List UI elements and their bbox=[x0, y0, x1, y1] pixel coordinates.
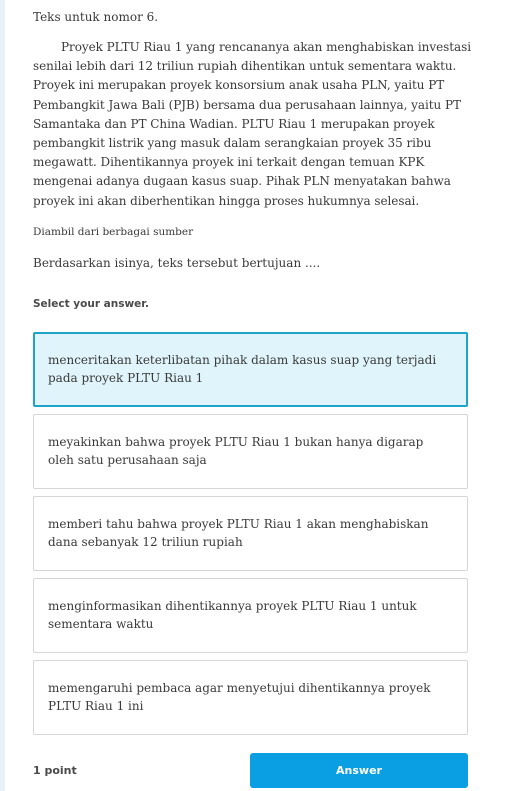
answer-option-c[interactable]: memberi tahu bahwa proyek PLTU Riau 1 akan menghabiskan dana sebanyak 12 triliun rupiah bbox=[33, 496, 468, 571]
answer-options bbox=[33, 332, 468, 742]
question-intro: Teks untuk nomor 6. bbox=[33, 10, 159, 24]
answer-option-d[interactable]: menginformasikan dihentikannya proyek PLTU Riau 1 untuk sementara waktu bbox=[33, 578, 468, 653]
reading-passage: Proyek PLTU Riau 1 yang rencananya akan menghabiskan investasi senilai lebih dari 12 triliun rupiah dihentikan untuk sementara waktu. Proyek ini merupakan proyek konsorsium anak usaha PLN, yaitu PT Pembangkit Jawa Bali (PJB) bersama dua perusahaan lainnya, yaitu PT Samantaka dan PT China Wadian. PLTU Riau 1 merupakan proyek pembangkit listrik yang masuk dalam serangkaian proyek 35 ribu megawatt. Dihentikannya proyek ini terkait dengan temuan KPK mengenai adanya dugaan kasus suap. Pihak PLN menyatakan bahwa proyek ini akan diberhentikan hingga proses hukumnya selesai. bbox=[33, 40, 471, 208]
answer-prompt: Select your answer. bbox=[33, 298, 149, 310]
answer-option-a[interactable]: menceritakan keterlibatan pihak dalam kasus suap yang terjadi pada proyek PLTU Riau 1 bbox=[33, 332, 468, 407]
passage-source: Diambil dari berbagai sumber bbox=[33, 226, 194, 238]
answer-option-b[interactable]: meyakinkan bahwa proyek PLTU Riau 1 bukan hanya digarap oleh satu perusahaan saja bbox=[33, 414, 468, 489]
question-text: Berdasarkan isinya, teks tersebut bertujuan .... bbox=[33, 256, 321, 270]
left-rail bbox=[0, 0, 5, 791]
answer-option-e[interactable]: memengaruhi pembaca agar menyetujui dihentikannya proyek PLTU Riau 1 ini bbox=[33, 660, 468, 735]
points-label: 1 point bbox=[33, 764, 77, 777]
answer-button[interactable]: Answer bbox=[250, 753, 468, 788]
